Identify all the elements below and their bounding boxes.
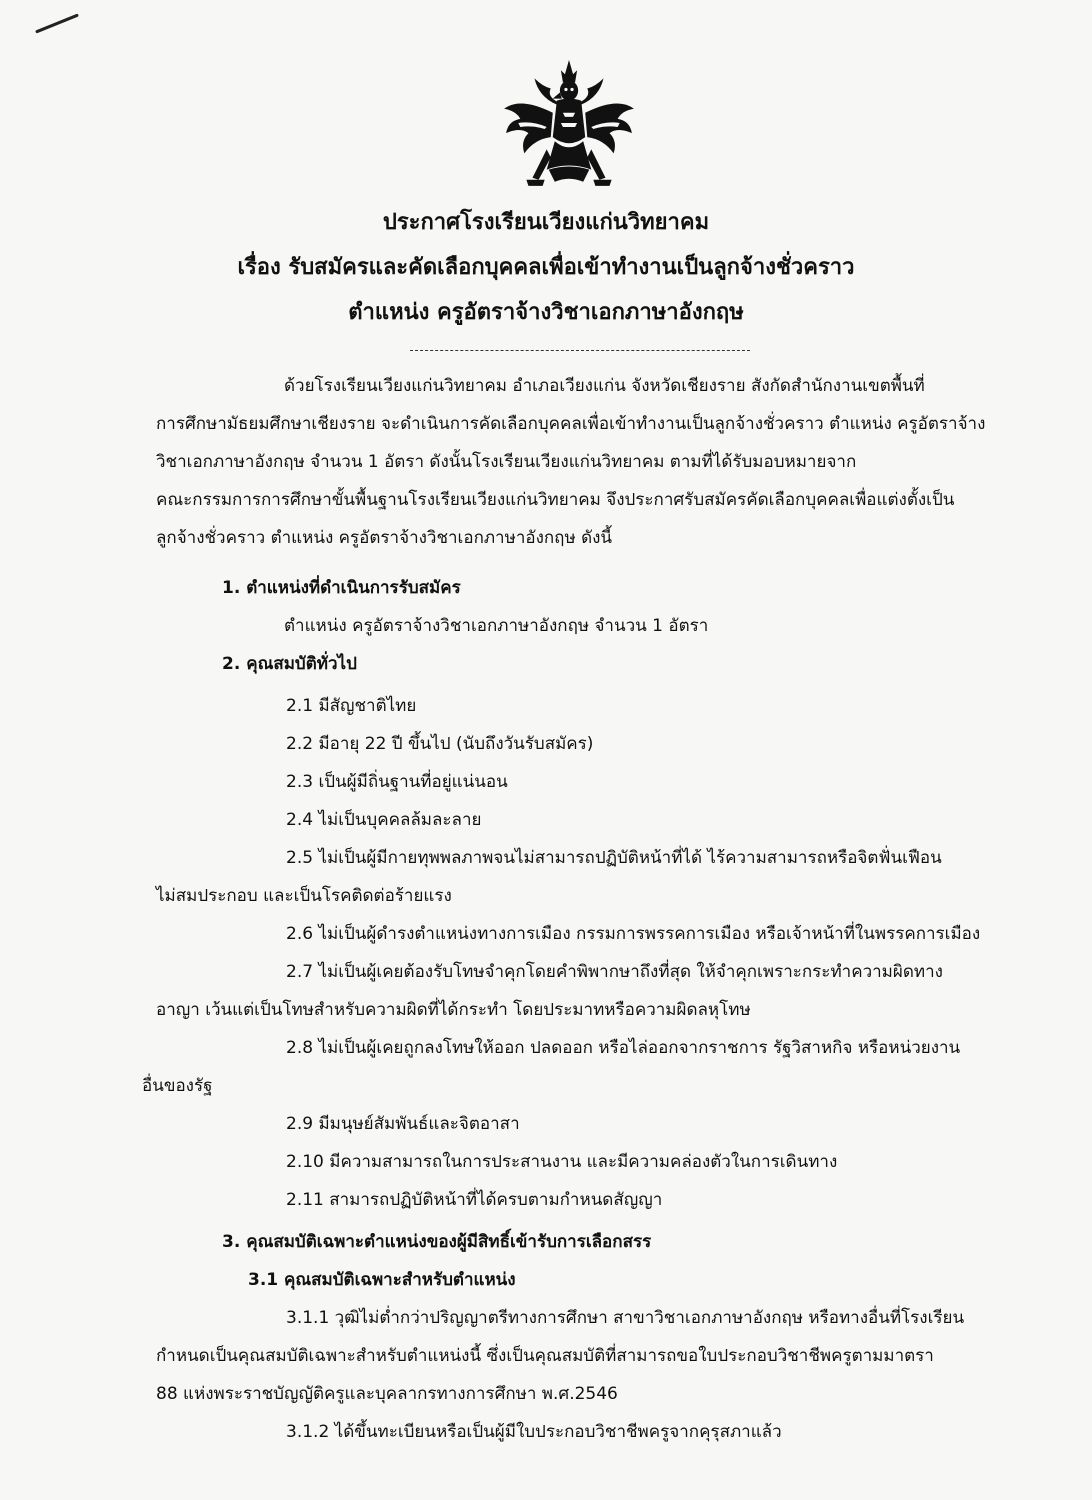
- section-3-1-heading: 3.1 คุณสมบัติเฉพาะสำหรับตำแหน่ง: [248, 1270, 516, 1290]
- qualification-2-1: 2.1 มีสัญชาติไทย: [286, 696, 417, 716]
- qualification-3-1-1-cont-2: 88 แห่งพระราชบัญญัติครูและบุคลากรทางการศึกษา พ.ศ.2546: [156, 1384, 618, 1404]
- qualification-2-7: 2.7 ไม่เป็นผู้เคยต้องรับโทษจำคุกโดยคำพิพากษาถึงที่สุด ให้จำคุกเพราะกระทำความผิดทาง: [286, 962, 943, 982]
- intro-line-4: คณะกรรมการการศึกษาขั้นพื้นฐานโรงเรียนเวียงแก่นวิทยาคม จึงประกาศรับสมัครคัดเลือกบุคคลเพื่อแต่งตั้งเป็น: [156, 490, 955, 510]
- qualification-2-8-cont: อื่นของรัฐ: [142, 1076, 213, 1096]
- intro-line-2: การศึกษามัธยมศึกษาเชียงราย จะดำเนินการคัดเลือกบุคคลเพื่อเข้าทำงานเป็นลูกจ้างชั่วคราว ตำแหน่ง ครูอัตราจ้าง: [156, 414, 986, 434]
- qualification-2-10: 2.10 มีความสามารถในการประสานงาน และมีความคล่องตัวในการเดินทาง: [286, 1152, 838, 1172]
- section-1-text: ตำแหน่ง ครูอัตราจ้างวิชาเอกภาษาอังกฤษ จำนวน 1 อัตรา: [284, 616, 709, 636]
- announcement-position: ตำแหน่ง ครูอัตราจ้างวิชาเอกภาษาอังกฤษ: [348, 300, 744, 325]
- section-1-heading: 1. ตำแหน่งที่ดำเนินการรับสมัคร: [222, 578, 461, 598]
- qualification-2-5-cont: ไม่สมประกอบ และเป็นโรคติดต่อร้ายแรง: [156, 886, 452, 906]
- qualification-2-6: 2.6 ไม่เป็นผู้ดำรงตำแหน่งทางการเมือง กรรมการพรรคการเมือง หรือเจ้าหน้าที่ในพรรคการเมือง: [286, 924, 981, 944]
- qualification-2-8: 2.8 ไม่เป็นผู้เคยถูกลงโทษให้ออก ปลดออก หรือไล่ออกจากราชการ รัฐวิสาหกิจ หรือหน่วยงาน: [286, 1038, 961, 1058]
- announcement-title: ประกาศโรงเรียนเวียงแก่นวิทยาคม: [382, 210, 710, 235]
- scan-artifact: [35, 13, 79, 33]
- section-3-heading: 3. คุณสมบัติเฉพาะตำแหน่งของผู้มีสิทธิ์เข้ารับการเลือกสรร: [222, 1232, 652, 1252]
- qualification-2-5: 2.5 ไม่เป็นผู้มีกายทุพพลภาพจนไม่สามารถปฏิบัติหน้าที่ได้ ไร้ความสามารถหรือจิตฟั่นเฟือน: [286, 848, 942, 868]
- intro-line-5: ลูกจ้างชั่วคราว ตำแหน่ง ครูอัตราจ้างวิชาเอกภาษาอังกฤษ ดังนี้: [156, 528, 613, 548]
- qualification-2-7-cont: อาญา เว้นแต่เป็นโทษสำหรับความผิดที่ได้กระทำ โดยประมาทหรือความผิดลหุโทษ: [156, 1000, 751, 1020]
- intro-line-1: ด้วยโรงเรียนเวียงแก่นวิทยาคม อำเภอเวียงแก่น จังหวัดเชียงราย สังกัดสำนักงานเขตพื้นที่: [284, 376, 925, 396]
- qualification-2-9: 2.9 มีมนุษย์สัมพันธ์และจิตอาสา: [286, 1114, 520, 1134]
- qualification-3-1-1-cont-1: กำหนดเป็นคุณสมบัติเฉพาะสำหรับตำแหน่งนี้ ซึ่งเป็นคุณสมบัติที่สามารถขอใบประกอบวิชาชีพครูตามมาตรา: [156, 1346, 934, 1366]
- qualification-3-1-1: 3.1.1 วุฒิไม่ต่ำกว่าปริญญาตรีทางการศึกษา สาขาวิชาเอกภาษาอังกฤษ หรือทางอื่นที่โรงเรียน: [286, 1308, 965, 1328]
- garuda-emblem-icon: [498, 56, 640, 198]
- section-2-heading: 2. คุณสมบัติทั่วไป: [222, 654, 357, 674]
- title-divider: [410, 350, 750, 351]
- intro-line-3: วิชาเอกภาษาอังกฤษ จำนวน 1 อัตรา ดังนั้นโรงเรียนเวียงแก่นวิทยาคม ตามที่ได้รับมอบหมายจาก: [156, 452, 857, 472]
- announcement-subject: เรื่อง รับสมัครและคัดเลือกบุคคลเพื่อเข้าทำงานเป็นลูกจ้างชั่วคราว: [237, 255, 855, 280]
- qualification-2-4: 2.4 ไม่เป็นบุคคลล้มละลาย: [286, 810, 482, 830]
- qualification-2-11: 2.11 สามารถปฏิบัติหน้าที่ได้ครบตามกำหนดสัญญา: [286, 1190, 663, 1210]
- qualification-2-2: 2.2 มีอายุ 22 ปี ขึ้นไป (นับถึงวันรับสมัคร): [286, 734, 594, 754]
- qualification-2-3: 2.3 เป็นผู้มีถิ่นฐานที่อยู่แน่นอน: [286, 772, 508, 792]
- qualification-3-1-2: 3.1.2 ได้ขึ้นทะเบียนหรือเป็นผู้มีใบประกอบวิชาชีพครูจากคุรุสภาแล้ว: [286, 1422, 782, 1442]
